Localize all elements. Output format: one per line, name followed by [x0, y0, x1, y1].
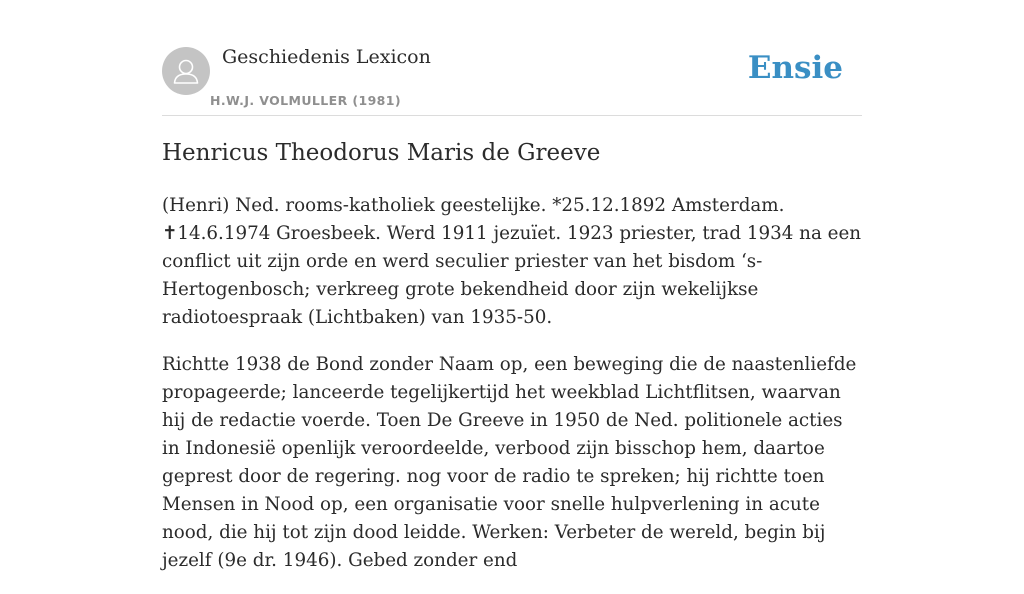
author-link[interactable]: H.W.J. VOLMULLER (1981) — [210, 93, 401, 108]
article-page — [162, 0, 862, 571]
entry-paragraph: (Henri) Ned. rooms-katholiek geestelijke. *25.12.1892 Amsterdam. ✝14.6.1974 Groesbeek. Werd 1911 jezuïet. 1923 priester, trad 1934 na een conflict uit zijn orde en werd seculier priester van het bisdom ‘s-Hertogenbosch; verkreeg grote bekendheid door zijn wekelijkse radiotoespraak (Lichtbaken) van 1935-50. — [162, 195, 862, 328]
entry-paragraph: Richtte 1938 de Bond zonder Naam op, een beweging die de naastenliefde propageerde; lanceerde tegelijkertijd het weekblad Lichtflitsen, waarvan hij de redactie voerde. Toen De Greeve in 1950 de Ned. politionele acties in Indonesië openlijk veroordeelde, verbood zijn bisschop hem, daartoe geprest door de regering. nog voor de radio te spreken; hij richtte toen Mensen in Nood op, een organisatie voor snelle hulpverlening in acute nood, die hij tot zijn dood leidde. Werken: Verbeter de wereld, begin bij jezelf (9e dr. 1946). Gebed zonder end — [162, 354, 857, 571]
entry-title: Henricus Theodorus Maris de Greeve — [162, 140, 601, 166]
article-header — [162, 0, 862, 116]
ensie-logo[interactable]: Ensie — [747, 50, 843, 86]
entry-body — [162, 192, 862, 594]
user-icon — [162, 47, 210, 95]
author-avatar[interactable] — [162, 47, 210, 95]
source-title-link[interactable]: Geschiedenis Lexicon — [222, 46, 431, 68]
